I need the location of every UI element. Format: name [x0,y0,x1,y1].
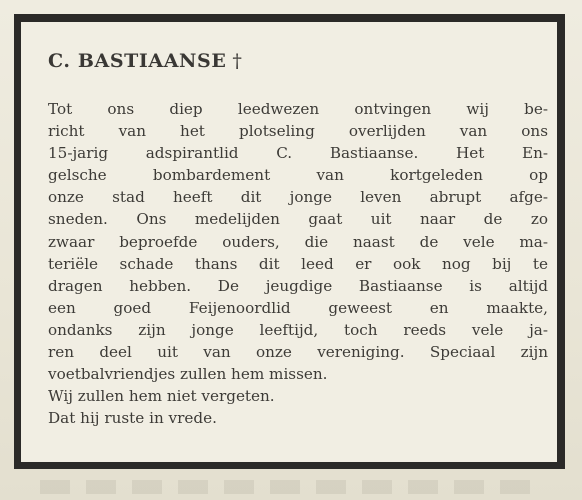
body-line: richt van het plotseling overlijden van ons [48,122,548,141]
notice-body [48,98,548,429]
body-line: Dat hij ruste in vrede. [48,409,217,428]
obituary-notice [14,14,565,469]
body-line: ren deel uit van onze vereniging. Speciaal zijn [48,343,548,362]
body-line: dragen hebben. De jeugdige Bastiaanse is altijd [48,276,548,295]
body-line: onze stad heeft dit jonge leven abrupt afge- [48,188,548,207]
dagger-symbol: † [232,50,243,72]
body-line: teriële schade thans dit leed er ook nog bij te [48,254,548,273]
body-line: Tot ons diep leedwezen ontvingen wij be- [48,100,548,118]
body-line: gelsche bombardement van kortgeleden op [48,166,548,185]
body-line: Wij zullen hem niet vergeten. [48,387,275,406]
body-line: een goed Feijenoordlid geweest en maakte, [48,298,548,317]
bleed-through-lines [40,480,542,494]
body-line: voetbalvriendjes zullen hem missen. [48,365,328,384]
body-line: 15-jarig adspirantlid C. Bastiaanse. Het En- [48,144,548,163]
notice-title [48,50,243,72]
notice-name: C. BASTIAANSE [48,50,227,72]
body-line: zwaar beproefde ouders, die naast de vele ma- [48,232,548,251]
body-line: ondanks zijn jonge leeftijd, toch reeds vele ja- [48,320,548,339]
body-line: sneden. Ons medelijden gaat uit naar de zo [48,210,548,229]
